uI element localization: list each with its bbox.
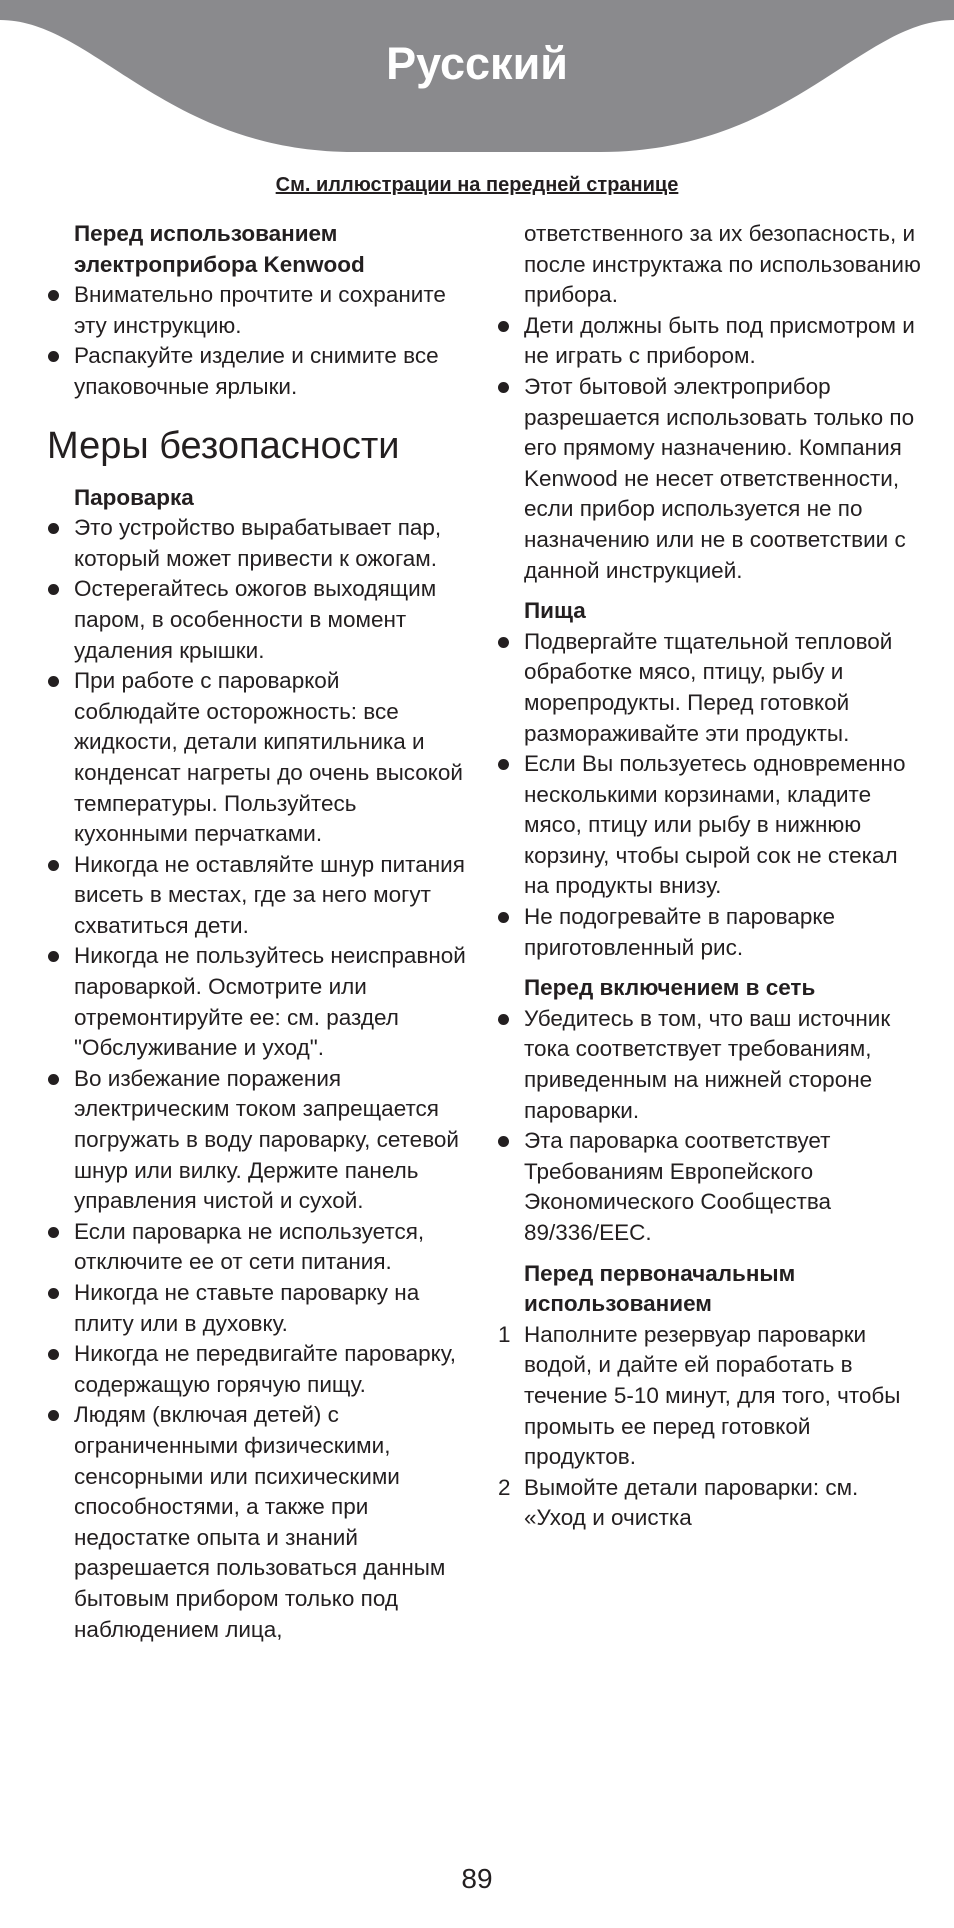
bullet-text: Никогда не оставляйте шнур питания висеть в местах, где за него могут схватиться дети.: [74, 851, 465, 938]
bullet-item: [47, 513, 467, 574]
bullet-item: [47, 341, 467, 402]
numbered-step: [497, 1473, 922, 1534]
bullet-item: [47, 574, 467, 666]
right-column: [497, 219, 922, 1534]
bullet-item: [47, 1064, 467, 1217]
bullet-item: [47, 1400, 467, 1645]
bullet-text: Дети должны быть под присмотром и не играть с прибором.: [524, 312, 915, 369]
bullet-icon: [48, 1349, 59, 1360]
bullet-text: Если Вы пользуетесь одновременно несколькими корзинами, кладите мясо, птицу или рыбу в нижнюю корзину, чтобы сырой сок не стекал на продукты внизу.: [524, 751, 906, 899]
bullet-item: [497, 1004, 922, 1126]
bullet-text: Эта пароварка соответствует Требованиям Европейского Экономического Сообщества 89/336/EEC.: [524, 1128, 832, 1245]
bullet-item: [47, 850, 467, 942]
bullet-icon: [48, 1410, 59, 1421]
bullet-item: [497, 311, 922, 372]
bullet-icon: [48, 676, 59, 687]
bullet-icon: [48, 951, 59, 962]
intro-heading: Перед использованием электроприбора Kenwood: [74, 221, 365, 277]
bullet-icon: [48, 290, 59, 301]
bullet-item: [497, 749, 922, 902]
bullet-icon: [498, 321, 509, 332]
bullet-text: Не подогревайте в пароварке приготовленный рис.: [524, 904, 835, 960]
continued-text: ответственного за их безопасность, и после инструктажа по использованию прибора.: [524, 221, 921, 308]
bullet-icon: [498, 637, 509, 648]
bullet-icon: [498, 912, 509, 923]
bullet-icon: [48, 584, 59, 595]
bullet-icon: [48, 1227, 59, 1238]
page-number: 89: [461, 1863, 493, 1894]
bullet-text: При работе с пароваркой соблюдайте осторожность: все жидкости, детали кипятильника и конденсат нагреты до очень высокой температуры. Пользуйтесь кухонными перчатками.: [74, 668, 463, 847]
bullet-icon: [48, 1074, 59, 1085]
bullet-item: [47, 666, 467, 850]
bullet-item: [47, 1217, 467, 1278]
step-number: 1: [498, 1321, 511, 1347]
bullet-text: Убедитесь в том, что ваш источник тока соответствует требованиям, приведенным на нижней стороне пароварки.: [524, 1005, 891, 1123]
bullet-item: [497, 902, 922, 963]
step-text: Вымойте детали пароварки: см. «Уход и очистка: [524, 1474, 859, 1531]
bullet-icon: [498, 1014, 509, 1025]
power-heading: Перед включением в сеть: [524, 975, 816, 1001]
left-column: [47, 219, 467, 1645]
illustrations-note: См. иллюстрации на передней странице: [275, 174, 679, 196]
bullet-text: Никогда не ставьте пароварку на плиту или в духовку.: [74, 1280, 420, 1336]
bullet-icon: [498, 759, 509, 770]
numbered-step: [497, 1320, 922, 1473]
bullet-icon: [48, 860, 59, 871]
bullet-icon: [498, 1136, 509, 1147]
bullet-text: Распакуйте изделие и снимите все упаковочные ярлыки.: [74, 343, 439, 399]
bullet-text: Никогда не передвигайте пароварку, содержащую горячую пищу.: [74, 1341, 456, 1397]
food-heading: Пища: [524, 598, 586, 624]
bullet-item: [497, 372, 922, 586]
bullet-text: Подвергайте тщательной тепловой обработке мясо, птицу, рыбу и морепродукты. Перед готовкой размораживайте эти продукты.: [524, 628, 893, 746]
bullet-text: Во избежание поражения электрическим током запрещается погружать в воду пароварку, сетевой шнур или вилку. Держите панель управления чистой и сухой.: [74, 1065, 459, 1214]
bullet-item: [47, 941, 467, 1063]
bullet-icon: [48, 1288, 59, 1299]
first-use-heading: Перед первоначальным использованием: [524, 1260, 796, 1317]
section-title: Меры безопасности: [47, 424, 400, 467]
steamer-heading: Пароварка: [74, 484, 194, 510]
bullet-text: Этот бытовой электроприбор разрешается использовать только по его прямому назначению. Компания Kenwood не несет ответственности, если прибор используется не по назначению или не в соответствии с данной инструкцией.: [524, 373, 915, 583]
bullet-text: Никогда не пользуйтесь неисправной пароваркой. Осмотрите или отремонтируйте ее: см. раздел "Обслуживание и уход".: [74, 943, 466, 1061]
bullet-icon: [498, 382, 509, 393]
bullet-text: Если пароварка не используется, отключите ее от сети питания.: [74, 1218, 425, 1275]
language-title: Русский: [386, 38, 568, 89]
step-number: 2: [498, 1474, 511, 1500]
bullet-text: Это устройство вырабатывает пар, который может привести к ожогам.: [74, 515, 442, 571]
step-text: Наполните резервуар пароварки водой, и дайте ей поработать в течение 5-10 минут, для того, чтобы промыть ее перед готовкой продуктов.: [524, 1321, 901, 1470]
bullet-item: [47, 1339, 467, 1400]
bullet-icon: [48, 523, 59, 534]
bullet-text: Остерегайтесь ожогов выходящим паром, в особенности в момент удаления крышки.: [74, 576, 437, 663]
bullet-text: Людям (включая детей) с ограниченными физическими, сенсорными или психическими способностями, а также при недостатке опыта и знаний разрешается пользоваться данным бытовым прибором только под наблюдением лица,: [74, 1402, 446, 1642]
bullet-item: [497, 1126, 922, 1248]
bullet-item: [47, 280, 467, 341]
bullet-icon: [48, 351, 59, 362]
bullet-text: Внимательно прочтите и сохраните эту инструкцию.: [74, 282, 446, 338]
bullet-item: [47, 1278, 467, 1339]
bullet-item: [497, 627, 922, 749]
